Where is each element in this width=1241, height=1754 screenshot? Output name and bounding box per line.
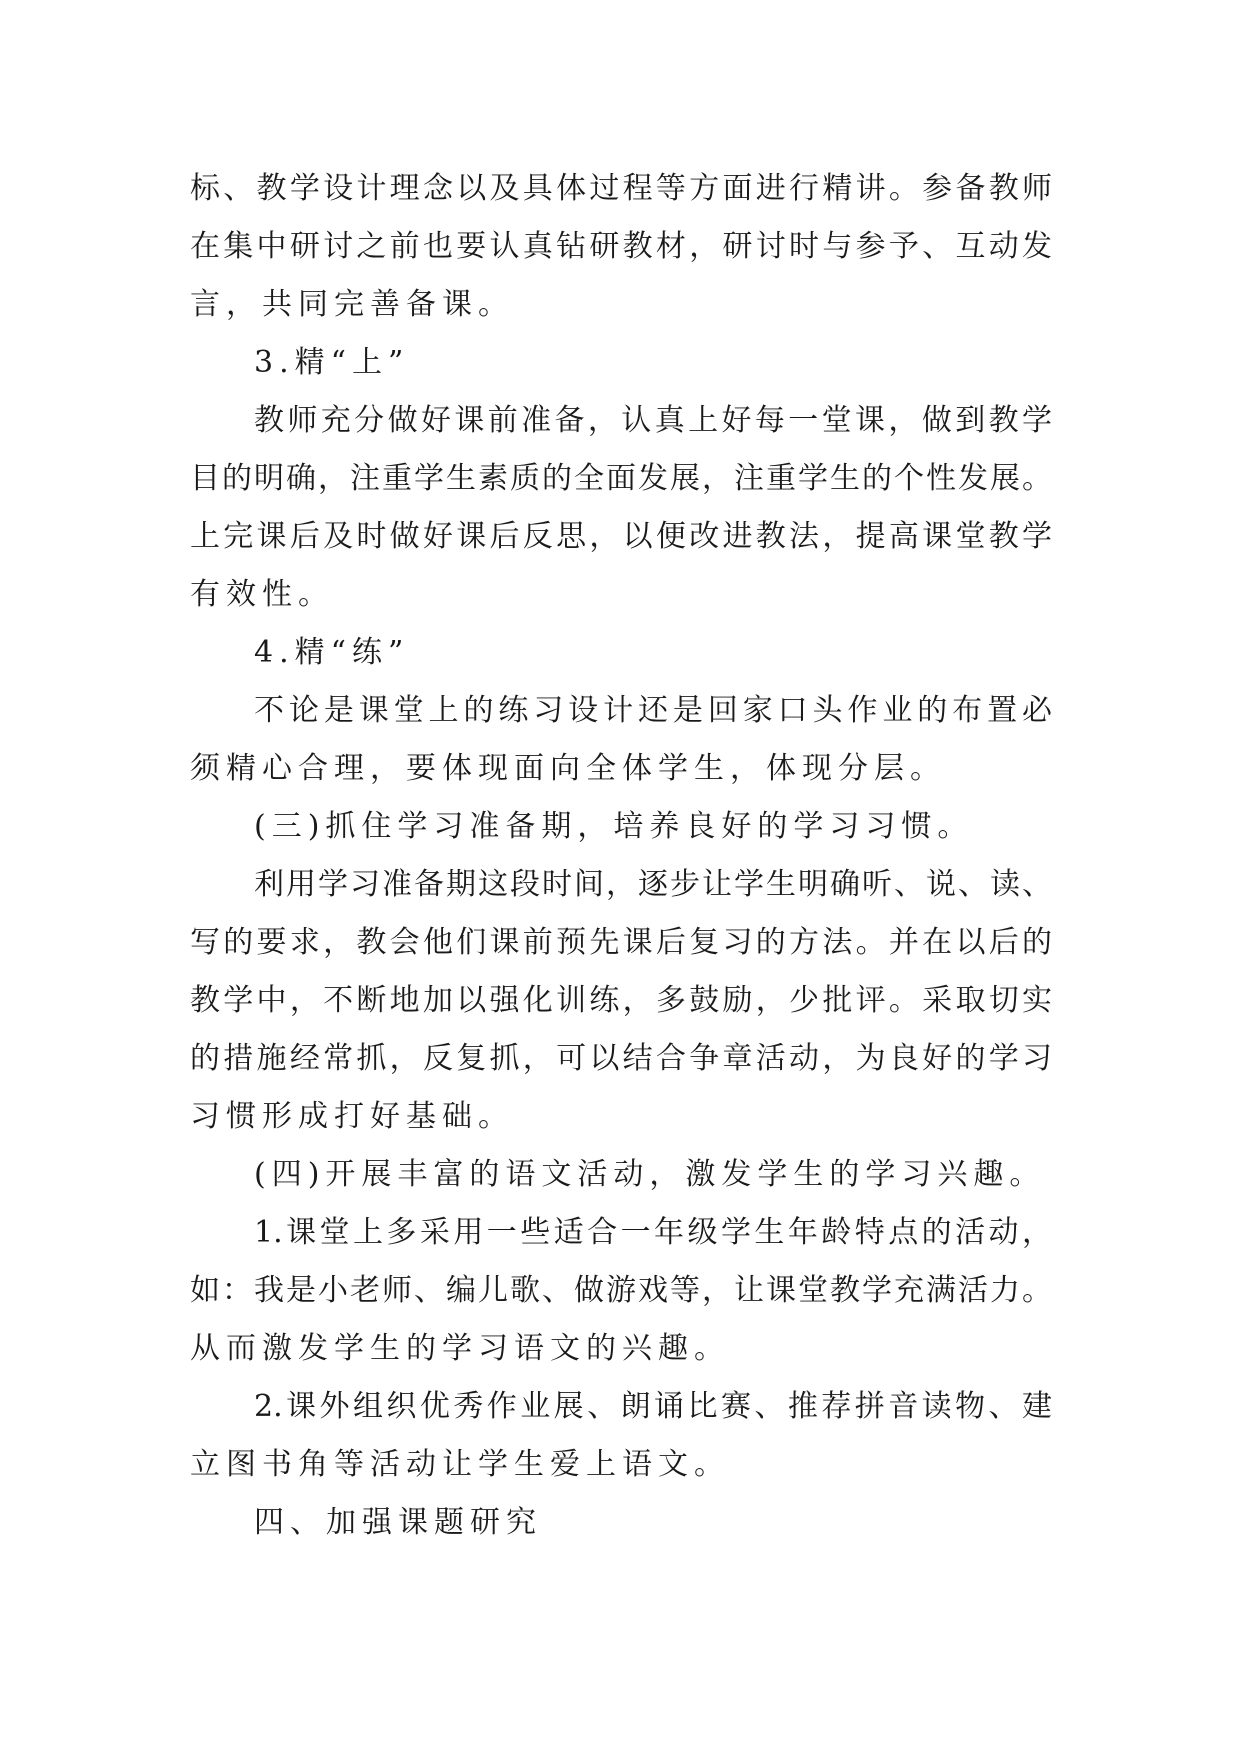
section-heading-san: (三)抓住学习准备期，培养良好的学习习惯。	[254, 809, 974, 844]
text-line: 从而激发学生的学习语文的兴趣。	[190, 1331, 730, 1366]
text-line: 的措施经常抓，反复抓，可以结合争章活动，为良好的学习	[190, 1041, 1052, 1076]
text-line: 如：我是小老师、编儿歌、做游戏等，让课堂教学充满活力。	[190, 1273, 1052, 1308]
text-line: 言，共同完善备课。	[190, 287, 514, 322]
subheading-4: 4.精“练”	[254, 635, 410, 670]
text-line: 目的明确，注重学生素质的全面发展，注重学生的个性发展。	[190, 461, 1052, 496]
text-line: 有效性。	[190, 577, 334, 612]
text-line: 教学中，不断地加以强化训练，多鼓励，少批评。采取切实	[190, 983, 1052, 1018]
text-line: 在集中研讨之前也要认真钻研教材，研讨时与参予、互动发	[190, 229, 1052, 264]
section-heading-si: (四)开展丰富的语文活动，激发学生的学习兴趣。	[254, 1157, 1046, 1192]
document-body	[190, 160, 1052, 1552]
text-line: 须精心合理，要体现面向全体学生，体现分层。	[190, 751, 946, 786]
text-line: 上完课后及时做好课后反思，以便改进教法，提高课堂教学	[190, 519, 1052, 554]
text-line: 1.课堂上多采用一些适合一年级学生年龄特点的活动，	[254, 1215, 1052, 1250]
text-line: 立图书角等活动让学生爱上语文。	[190, 1447, 730, 1482]
text-line: 教师充分做好课前准备，认真上好每一堂课，做到教学	[254, 403, 1052, 438]
text-line: 不论是课堂上的练习设计还是回家口头作业的布置必	[254, 693, 1052, 728]
chapter-heading-4: 四、加强课题研究	[254, 1505, 542, 1540]
text-line: 2.课外组织优秀作业展、朗诵比赛、推荐拼音读物、建	[254, 1389, 1052, 1424]
text-line: 标、教学设计理念以及具体过程等方面进行精讲。参备教师	[190, 171, 1052, 206]
text-line: 习惯形成打好基础。	[190, 1099, 514, 1134]
text-line: 利用学习准备期这段时间，逐步让学生明确听、说、读、	[254, 867, 1052, 902]
subheading-3: 3.精“上”	[254, 345, 410, 380]
text-line: 写的要求，教会他们课前预先课后复习的方法。并在以后的	[190, 925, 1052, 960]
